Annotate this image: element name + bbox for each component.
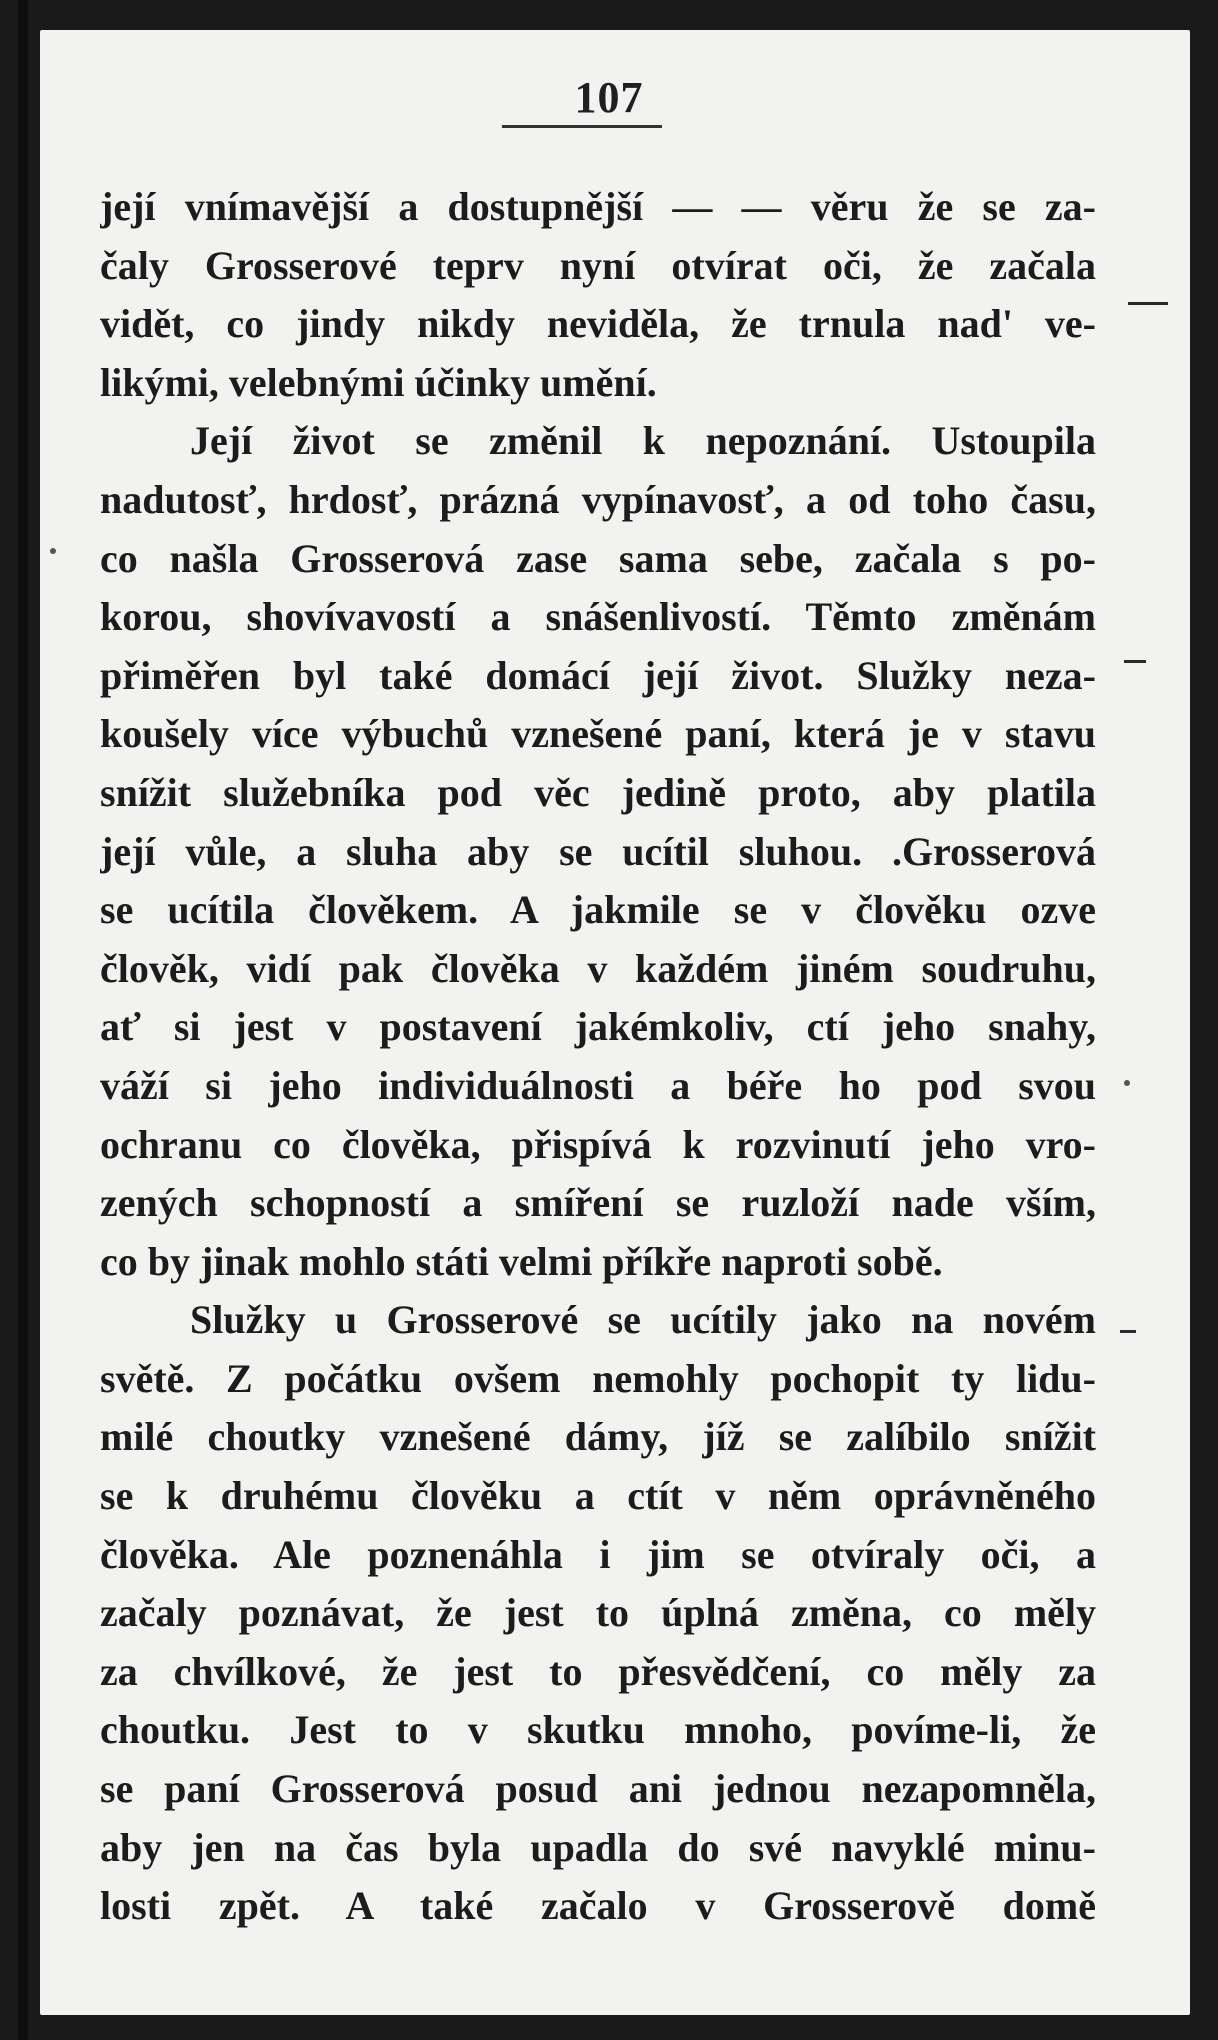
text-line: ať si jest v postavení jakémkoliv, ctí jeho snahy,: [100, 1004, 1096, 1050]
text-line: váží si jeho individuálnosti a béře ho pod svou: [100, 1062, 1096, 1108]
margin-mark: [1124, 660, 1146, 663]
text-line: člověka. Ale poznenáhla i jim se otvíraly oči, a: [100, 1531, 1096, 1577]
text-line: losti zpět. A také začalo v Grosserově domě: [100, 1883, 1096, 1929]
text-line: koušely více výbuchů vznešené paní, která je v stavu: [100, 711, 1096, 757]
text-line: Služky u Grosserové se ucítily jako na novém: [190, 1297, 1096, 1343]
text-line: za chvílkové, že jest to přesvědčení, co měly za: [100, 1648, 1096, 1694]
text-line: se paní Grosserová posud ani jednou nezapomněla,: [100, 1766, 1096, 1812]
text-line: zených schopností a smíření se ruzloží nade vším,: [100, 1180, 1096, 1226]
margin-mark: [1120, 1330, 1136, 1333]
text-line: ochranu co člověka, přispívá k rozvinutí jeho vro-: [100, 1121, 1096, 1167]
text-line: světě. Z počátku ovšem nemohly pochopit ty lidu-: [100, 1355, 1096, 1401]
text-line: její vůle, a sluha aby se ucítil sluhou. .Grosserová: [100, 828, 1096, 874]
text-line: nadutosť, hrdosť, prázná vypínavosť, a od toho času,: [100, 476, 1096, 522]
text-line: snížit služebníka pod věc jedině proto, aby platila: [100, 769, 1096, 815]
text-line: Její život se změnil k nepoznání. Ustoupila: [190, 418, 1096, 464]
text-line: začaly poznávat, že jest to úplná změna, co měly: [100, 1590, 1096, 1636]
scan-left-edge: [18, 0, 28, 2040]
margin-dot: [1124, 1080, 1130, 1086]
text-line: člověk, vidí pak člověka v každém jiném soudruhu,: [100, 945, 1096, 991]
margin-mark: [1128, 302, 1168, 305]
text-line: co našla Grosserová zase sama sebe, začala s po-: [100, 535, 1096, 581]
text-line: aby jen na čas byla upadla do své navyklé minu-: [100, 1824, 1096, 1870]
text-line: likými, velebnými účinky umění.: [100, 359, 657, 405]
page-number: 107: [574, 73, 644, 122]
text-line: korou, shovívavostí a snášenlivostí. Těmto změnám: [100, 594, 1096, 640]
text-line: milé choutky vznešené dámy, jíž se zalíbilo snížit: [100, 1414, 1096, 1460]
margin-dot: [50, 548, 56, 554]
body-text: [100, 178, 1096, 1936]
header-rule: [502, 125, 662, 128]
text-line: se ucítila člověkem. A jakmile se v člověku ozve: [100, 887, 1096, 933]
text-line: choutku. Jest to v skutku mnoho, povíme-li, že: [100, 1707, 1096, 1753]
text-line: se k druhému člověku a ctít v něm oprávněného: [100, 1473, 1096, 1519]
text-line: co by jinak mohlo státi velmi příkře naproti sobě.: [100, 1238, 943, 1284]
text-line: její vnímavější a dostupnější — — věru že se za-: [100, 184, 1096, 229]
text-line: vidět, co jindy nikdy neviděla, že trnula nad' ve-: [100, 301, 1096, 347]
text-line: přiměřen byl také domácí její život. Služky neza-: [100, 652, 1096, 698]
text-line: čaly Grosserové teprv nyní otvírat oči, že začala: [100, 242, 1096, 288]
